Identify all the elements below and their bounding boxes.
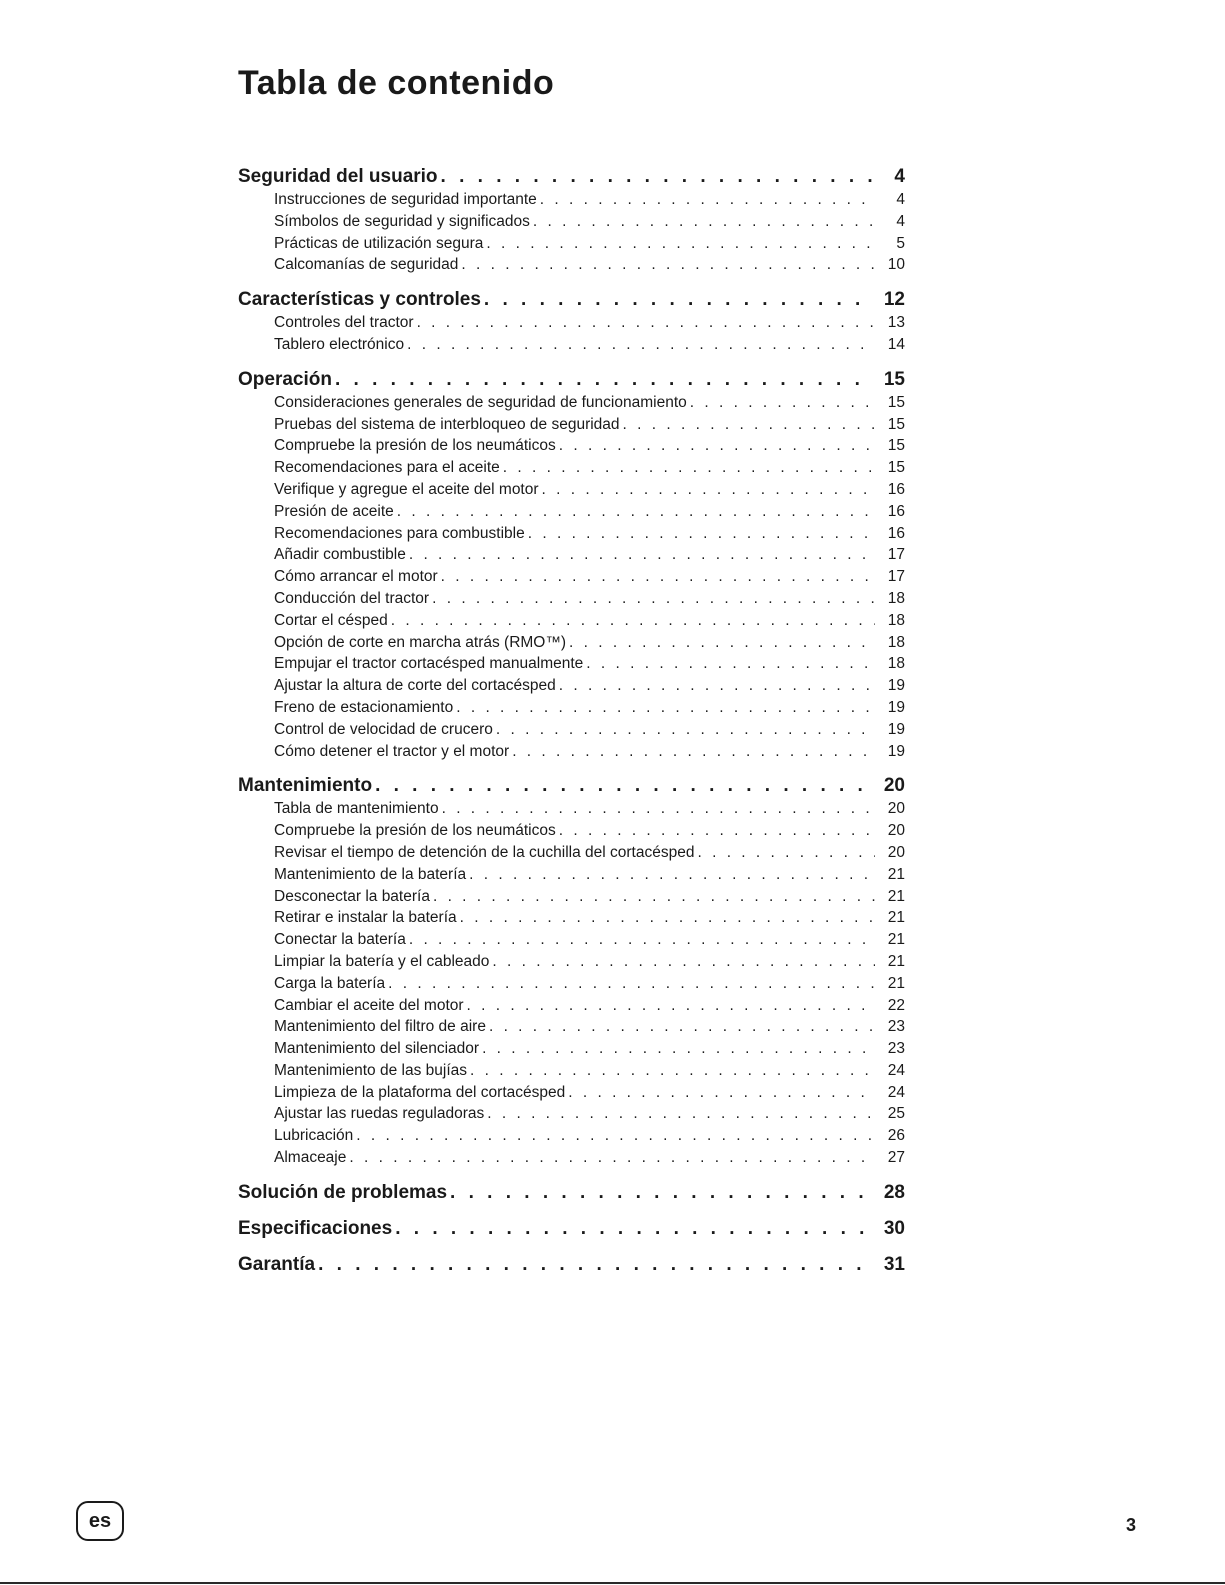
- toc-entry-page: 18: [887, 611, 905, 629]
- toc-section-page: 4: [894, 166, 905, 187]
- page-title: Tabla de contenido: [238, 64, 555, 102]
- toc-entry-label: Recomendaciones para el aceite: [274, 459, 500, 477]
- toc-entry: [238, 995, 905, 1017]
- toc-entry-page: 19: [887, 742, 905, 760]
- toc-entry: [238, 189, 905, 211]
- dot-leader: [441, 165, 883, 189]
- toc-entry: [238, 312, 905, 334]
- language-badge: es: [76, 1501, 124, 1541]
- toc-entry: [238, 798, 905, 820]
- toc-section-title: Características y controles: [238, 289, 481, 311]
- toc-entry: [238, 1060, 905, 1082]
- dot-leader: [533, 211, 875, 233]
- toc-entry: [238, 842, 905, 864]
- toc-entry: [238, 951, 905, 973]
- toc-entry-page: 21: [887, 931, 905, 949]
- toc-entry-page: 16: [887, 524, 905, 542]
- toc-entry-label: Ajustar la altura de corte del cortacésped: [274, 677, 556, 695]
- dot-leader: [407, 334, 875, 356]
- dot-leader: [559, 675, 875, 697]
- toc-entry: [238, 719, 905, 741]
- dot-leader: [409, 929, 875, 951]
- toc-entry-page: 23: [887, 1040, 905, 1058]
- toc-entry-page: 10: [887, 256, 905, 274]
- toc-section-page: 31: [883, 1253, 905, 1275]
- dot-leader: [456, 697, 875, 719]
- toc-entry-page: 4: [896, 212, 905, 230]
- toc-entry-page: 15: [887, 415, 905, 433]
- toc-entry: [238, 632, 905, 654]
- toc-entry: [238, 864, 905, 886]
- toc-entry: [238, 435, 905, 457]
- toc-entry-label: Cambiar el aceite del motor: [274, 996, 464, 1014]
- toc-section-title: Garantía: [238, 1253, 316, 1275]
- dot-leader: [467, 995, 875, 1017]
- toc-entry-page: 18: [887, 589, 905, 607]
- toc-section-title: Especificaciones: [238, 1217, 393, 1239]
- toc-section: [238, 368, 905, 763]
- toc-entry-page: 5: [896, 234, 905, 252]
- toc-entry-label: Ajustar las ruedas reguladoras: [274, 1105, 485, 1123]
- table-of-contents: [238, 165, 905, 1289]
- dot-leader: [542, 479, 875, 501]
- toc-entry-label: Opción de corte en marcha atrás (RMO™): [274, 633, 567, 651]
- dot-leader: [388, 973, 875, 995]
- toc-entry-page: 21: [887, 952, 905, 970]
- toc-entry-label: Instrucciones de seguridad importante: [274, 191, 537, 208]
- toc-entry-label: Tabla de mantenimiento: [274, 800, 439, 818]
- toc-entry-page: 15: [887, 459, 905, 477]
- toc-entry: [238, 741, 905, 763]
- toc-entry: [238, 588, 905, 610]
- toc-section-page: 20: [883, 775, 905, 797]
- toc-entry-label: Pruebas del sistema de interbloqueo de seguridad: [274, 415, 620, 433]
- toc-entry-page: 18: [887, 633, 905, 651]
- dot-leader: [623, 414, 875, 436]
- toc-entry: [238, 414, 905, 436]
- dot-leader: [492, 951, 875, 973]
- toc-entry-label: Mantenimiento de la batería: [274, 865, 467, 883]
- toc-entry-page: 19: [887, 698, 905, 716]
- toc-entry-label: Empujar el tractor cortacésped manualmente: [274, 655, 584, 673]
- toc-section-heading: [238, 1253, 905, 1277]
- dot-leader: [409, 544, 875, 566]
- dot-leader: [586, 653, 875, 675]
- dot-leader: [690, 392, 875, 414]
- toc-section-page: 28: [883, 1181, 905, 1203]
- toc-entry: [238, 1038, 905, 1060]
- toc-entry-page: 20: [887, 800, 905, 818]
- toc-entry: [238, 392, 905, 414]
- toc-entry: [238, 501, 905, 523]
- toc-entry-label: Retirar e instalar la batería: [274, 909, 457, 927]
- dot-leader: [470, 1060, 875, 1082]
- toc-entry-label: Verifique y agregue el aceite del motor: [274, 480, 539, 498]
- toc-entry-page: 16: [887, 502, 905, 520]
- toc-entry-label: Lubricación: [274, 1127, 354, 1145]
- toc-entry-page: 27: [887, 1149, 905, 1167]
- dot-leader: [318, 1253, 874, 1277]
- dot-leader: [375, 774, 874, 798]
- dot-leader: [469, 864, 875, 886]
- toc-entry-label: Almaceaje: [274, 1149, 347, 1167]
- dot-leader: [442, 798, 875, 820]
- toc-entry-label: Cómo arrancar el motor: [274, 568, 438, 586]
- bottom-rule: [0, 1582, 1225, 1584]
- toc-entry-label: Mantenimiento de las bujías: [274, 1061, 468, 1079]
- toc-section-page: 15: [883, 368, 905, 390]
- toc-entry: [238, 1125, 905, 1147]
- toc-entry: [238, 1082, 905, 1104]
- toc-entry: [238, 566, 905, 588]
- toc-entry-label: Presión de aceite: [274, 502, 394, 520]
- toc-entry-label: Limpiar la batería y el cableado: [274, 952, 490, 970]
- toc-entry-page: 25: [887, 1105, 905, 1123]
- toc-entry-page: 24: [887, 1061, 905, 1079]
- toc-entry-label: Cómo detener el tractor y el motor: [274, 742, 510, 760]
- toc-entry-label: Mantenimiento del silenciador: [274, 1040, 480, 1058]
- toc-entry-page: 21: [887, 909, 905, 927]
- toc-section-heading: [238, 1217, 905, 1241]
- toc-entry-page: 23: [887, 1018, 905, 1036]
- toc-entry-page: 18: [887, 655, 905, 673]
- dot-leader: [432, 588, 875, 610]
- dot-leader: [559, 820, 875, 842]
- dot-leader: [487, 1103, 875, 1125]
- toc-entry-page: 4: [896, 191, 905, 208]
- toc-section-title: Mantenimiento: [238, 775, 373, 797]
- dot-leader: [484, 288, 874, 312]
- dot-leader: [569, 632, 875, 654]
- dot-leader: [461, 254, 875, 276]
- toc-entry-page: 15: [887, 437, 905, 455]
- toc-entry: [238, 544, 905, 566]
- toc-entry: [238, 254, 905, 276]
- toc-entry: [238, 907, 905, 929]
- dot-leader: [349, 1147, 875, 1169]
- dot-leader: [512, 741, 875, 763]
- toc-entry-label: Desconectar la batería: [274, 887, 430, 905]
- toc-entry: [238, 1147, 905, 1169]
- toc-entry-page: 14: [887, 335, 905, 353]
- toc-entry: [238, 523, 905, 545]
- toc-entry-page: 21: [887, 887, 905, 905]
- toc-entry-label: Conectar la batería: [274, 931, 406, 949]
- dot-leader: [395, 1217, 874, 1241]
- toc-entry-label: Consideraciones generales de seguridad de funcionamiento: [274, 393, 687, 411]
- toc-entry-page: 15: [887, 393, 905, 411]
- dot-leader: [450, 1181, 874, 1205]
- toc-entry-page: 24: [887, 1083, 905, 1101]
- toc-entry: [238, 820, 905, 842]
- toc-entry-label: Símbolos de seguridad y significados: [274, 212, 530, 230]
- dot-leader: [335, 368, 874, 392]
- dot-leader: [391, 610, 875, 632]
- toc-entry-page: 13: [887, 314, 905, 332]
- toc-entry: [238, 610, 905, 632]
- toc-section-heading: [238, 368, 905, 392]
- dot-leader: [568, 1082, 875, 1104]
- dot-leader: [482, 1038, 875, 1060]
- toc-section-heading: [238, 165, 905, 189]
- toc-entry-page: 21: [887, 974, 905, 992]
- toc-entry-label: Compruebe la presión de los neumáticos: [274, 822, 556, 840]
- toc-entry-label: Cortar el césped: [274, 611, 388, 629]
- toc-entry-label: Limpieza de la plataforma del cortacésped: [274, 1083, 566, 1101]
- toc-entry: [238, 211, 905, 233]
- toc-entry-label: Controles del tractor: [274, 314, 414, 332]
- toc-entry-label: Carga la batería: [274, 974, 386, 992]
- toc-entry-label: Prácticas de utilización segura: [274, 234, 484, 252]
- toc-entry: [238, 457, 905, 479]
- toc-section-heading: [238, 774, 905, 798]
- toc-section: [238, 288, 905, 356]
- dot-leader: [417, 312, 875, 334]
- toc-entry: [238, 675, 905, 697]
- toc-section-heading: [238, 1181, 905, 1205]
- toc-entry-label: Freno de estacionamiento: [274, 698, 454, 716]
- toc-entry: [238, 479, 905, 501]
- dot-leader: [441, 566, 875, 588]
- toc-section: [238, 1181, 905, 1205]
- toc-section-title: Solución de problemas: [238, 1181, 448, 1203]
- dot-leader: [486, 233, 875, 255]
- toc-section: [238, 1217, 905, 1241]
- dot-leader: [559, 435, 875, 457]
- toc-entry: [238, 653, 905, 675]
- toc-section: [238, 1253, 905, 1277]
- toc-entry-page: 20: [887, 822, 905, 840]
- toc-entry-label: Añadir combustible: [274, 546, 406, 564]
- toc-entry-page: 20: [887, 843, 905, 861]
- toc-entry-page: 22: [887, 996, 905, 1014]
- toc-entry: [238, 973, 905, 995]
- toc-entry: [238, 886, 905, 908]
- toc-section-heading: [238, 288, 905, 312]
- toc-section-title: Operación: [238, 368, 332, 390]
- toc-entry-page: 17: [887, 546, 905, 564]
- dot-leader: [397, 501, 875, 523]
- dot-leader: [540, 189, 875, 211]
- toc-section: [238, 165, 905, 276]
- toc-entry-page: 19: [887, 677, 905, 695]
- toc-entry-page: 19: [887, 720, 905, 738]
- dot-leader: [433, 886, 875, 908]
- dot-leader: [528, 523, 875, 545]
- dot-leader: [489, 1016, 875, 1038]
- toc-entry-label: Calcomanías de seguridad: [274, 256, 459, 274]
- toc-entry: [238, 334, 905, 356]
- toc-entry-page: 26: [887, 1127, 905, 1145]
- dot-leader: [356, 1125, 875, 1147]
- dot-leader: [503, 457, 875, 479]
- dot-leader: [496, 719, 875, 741]
- toc-entry-label: Conducción del tractor: [274, 589, 430, 607]
- toc-section-title: Seguridad del usuario: [238, 166, 438, 187]
- toc-entry: [238, 1016, 905, 1038]
- toc-entry-label: Recomendaciones para combustible: [274, 524, 525, 542]
- toc-entry-label: Compruebe la presión de los neumáticos: [274, 437, 556, 455]
- toc-section-page: 30: [883, 1217, 905, 1239]
- toc-entry: [238, 1103, 905, 1125]
- toc-entry: [238, 929, 905, 951]
- toc-entry: [238, 697, 905, 719]
- dot-leader: [460, 907, 875, 929]
- toc-entry-label: Control de velocidad de crucero: [274, 720, 493, 738]
- toc-section: [238, 774, 905, 1169]
- toc-entry-page: 21: [887, 865, 905, 883]
- toc-entry-page: 17: [887, 568, 905, 586]
- toc-entry-label: Mantenimiento del filtro de aire: [274, 1018, 486, 1036]
- toc-entry-page: 16: [887, 480, 905, 498]
- toc-entry: [238, 233, 905, 255]
- toc-entry-label: Revisar el tiempo de detención de la cuchilla del cortacésped: [274, 843, 695, 861]
- toc-entry-label: Tablero electrónico: [274, 335, 405, 353]
- toc-section-page: 12: [883, 289, 905, 311]
- dot-leader: [697, 842, 875, 864]
- page-number: 3: [1126, 1515, 1137, 1535]
